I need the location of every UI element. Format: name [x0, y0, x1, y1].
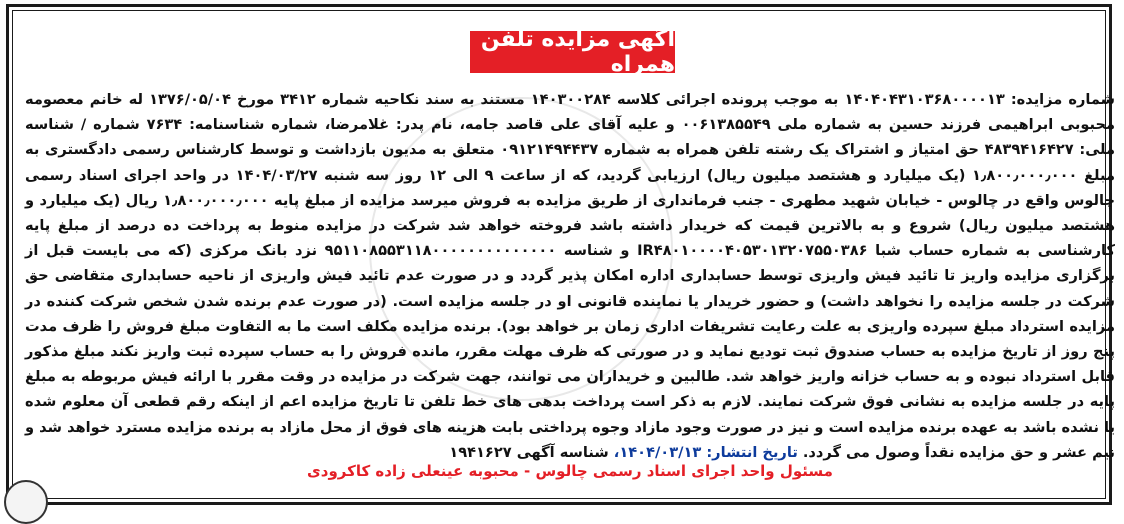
- signature-line: مسئول واحد اجرای اسناد رسمی چالوس - محبوبه عینعلی زاده کاکرودی: [307, 462, 833, 480]
- notice-body-text: شماره مزایده: ۱۴۰۴۰۴۳۱۰۳۶۸۰۰۰۰۱۳ به موجب پرونده اجرائی کلاسه ۱۴۰۳۰۰۲۸۴ مستند به سند نکاحیه شماره ۳۴۱۲ مورخ ۱۳۷۶/۰۵/۰۴ له خانم معصومه محبوبی ابراهیمی فرزند حسین به شماره ملی ۰۰۶۱۳۸۵۵۴۹ و علیه آقای علی قاصد جامه، نام پدر: غلامرضا، شماره شناسنامه: ۷۶۳۴ شماره / شناسه ملی: ۴۸۳۹۴۱۶۴۲۷ حق امتیاز و اشتراک یک رشته تلفن همراه به شماره ۰۹۱۲۱۴۹۴۴۳۷ متعلق به مدیون بازداشت و توسط کارشناس رسمی دادگستری به مبلغ ۱٫۸۰۰٫۰۰۰٫۰۰۰ (یک میلیارد و هشتصد میلیون ریال) ارزیابی گردید، که از ساعت ۹ الی ۱۲ روز سه شنبه ۱۴۰۴/۰۳/۲۷ در واحد اجرای اسناد رسمی چالوس واقع در چالوس - خیابان شهید مطهری - جنب فرمانداری از طریق مزایده به فروش میرسد مزایده از مبلغ پایه ۱٫۸۰۰٫۰۰۰٫۰۰۰ ریال (یک میلیارد و هشتصد میلیون ریال) شروع و به بالاترین قیمت که خریدار داشته باشد فروخته خواهد شد شرکت در مزایده منوط به پرداخت ده درصد از مبلغ پایه کارشناسی به شماره حساب شبا IR۴۸۰۱۰۰۰۰۴۰۵۳۰۱۳۲۰۷۵۵۰۳۸۶ و شناسه ۹۵۱۱۰۸۵۵۳۱۱۸۰۰۰۰۰۰۰۰۰۰۰۰۰۰ نزد بانک مرکزی (که می بایست قبل از برگزاری مزایده واریز تا تائید فیش واریزی توسط حسابداری اداره امکان پذیر گردد و در صورت عدم تائید فیش واریزی از ناحیه حسابداری متقاضی حق شرکت در جلسه مزایده را نخواهد داشت) و حضور خریدار یا نماینده قانونی او در جلسه مزایده است. (در صورت عدم برنده شدن شخص شرکت کننده در مزایده استرداد مبلغ سپرده واریزی به علت رعایت تشریفات اداری زمان بر خواهد بود). برنده مزایده مکلف است ما به التفاوت مبلغ فروش را ظرف مدت پنج روز از تاریخ مزایده به حساب صندوق ثبت تودیع نماید و در صورتی که ظرف مهلت مقرر، مانده فروش را به حساب سپرده ثبت واریز نکند مبلغ مذکور قابل استرداد نبوده و به حساب خزانه واریز خواهد شد. طالبین و خریداران می توانند، جهت شرکت در مزایده در وقت مقرر با ارائه فیش مربوطه به مبلغ پایه در جلسه مزایده به نشانی فوق شرکت نمایند. لازم به ذکر است پرداخت بدهی های خط تلفن تا تاریخ مزایده اعم از اینکه رقم قطعی آن معلوم شده یا نشده باشد به عهده برنده مزایده است و نیز در صورت وجود مازاد وجوه پرداختی بابت هزینه های فوق از محل مازاد به برنده مزایده مسترد خواهد شد و نیم عشر و حق مزایده نقداً وصول می گردد.: [25, 91, 1116, 461]
- ad-id: شناسه آگهی ۱۹۴۱۶۲۷: [449, 443, 609, 461]
- publish-date: تاریخ انتشار: ۱۴۰۴/۰۳/۱۳،: [613, 443, 798, 461]
- notice-body: [25, 87, 1115, 465]
- notice-title: آگهی مزایده تلفن همراه: [470, 31, 675, 73]
- notice-frame: [6, 4, 1116, 505]
- publish-info: [449, 444, 798, 461]
- corner-logo-icon: [4, 480, 48, 524]
